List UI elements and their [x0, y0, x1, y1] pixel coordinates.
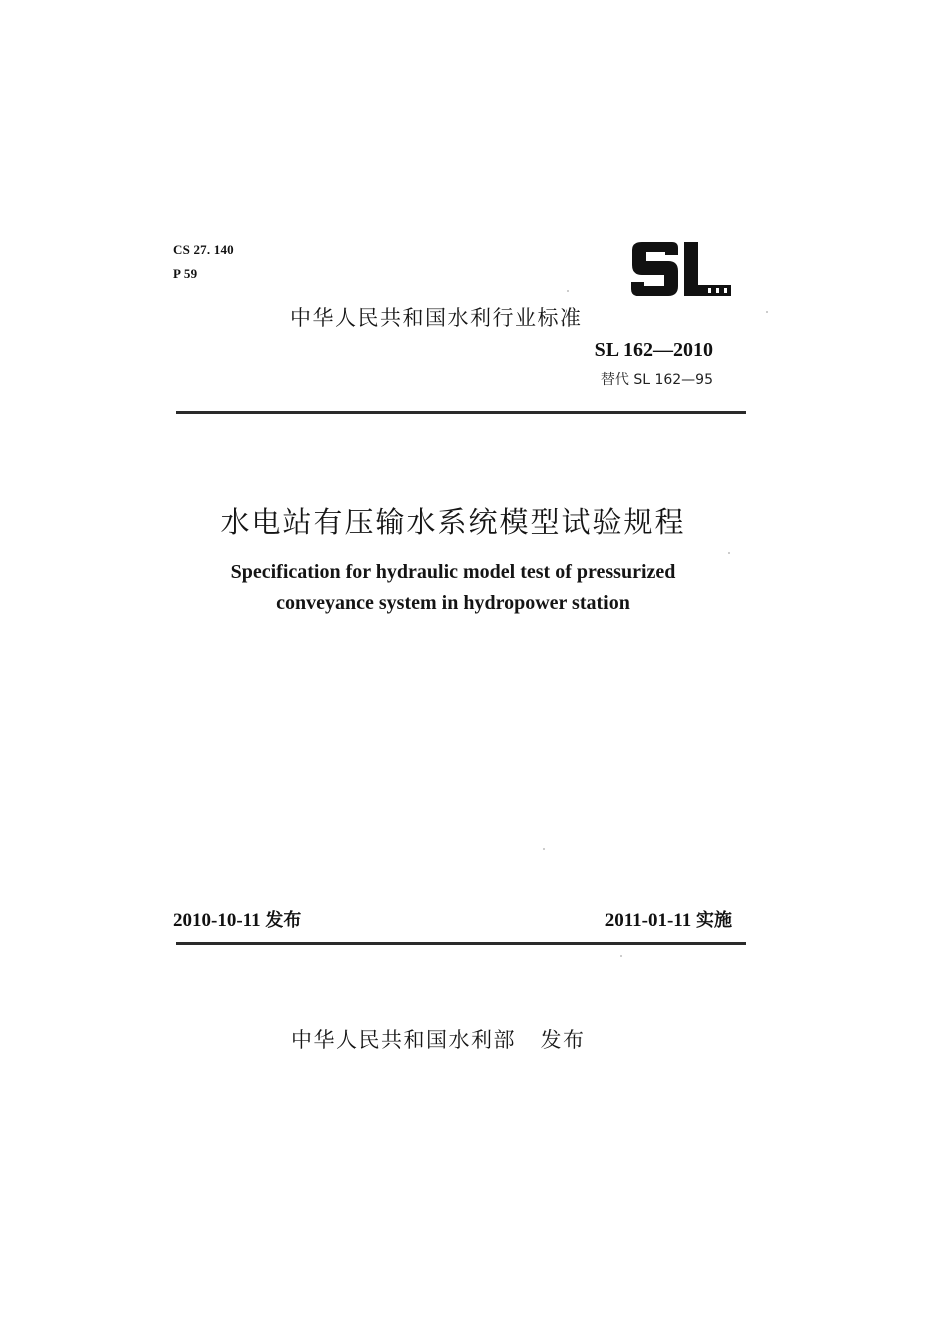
document-title-chinese: 水电站有压输水系统模型试验规程: [220, 505, 686, 539]
sl-logo: [628, 240, 734, 298]
scan-speck: [567, 290, 569, 292]
publisher-name: 中华人民共和国水利部: [291, 1028, 516, 1052]
replaces-standard: 替代 SL 162—95: [600, 372, 713, 388]
implementation-date-value: 2011-01-11: [604, 910, 692, 931]
issue-date: [173, 906, 301, 932]
document-title-english-line-1: Specification for hydraulic model test of pressurized: [230, 561, 676, 583]
implementation-label: 实施: [696, 910, 732, 931]
bottom-divider: [176, 942, 746, 945]
implementation-date: [605, 906, 732, 932]
scan-speck: [620, 955, 622, 957]
publisher: [291, 1024, 586, 1054]
ics-code: CS 27. 140: [173, 242, 234, 257]
document-title-english-line-2: conveyance system in hydropower station: [276, 592, 630, 614]
ccs-code: P 59: [173, 266, 198, 281]
standard-code: SL 162—2010: [594, 339, 713, 361]
scan-speck: [766, 311, 768, 313]
top-divider: [176, 411, 746, 414]
standard-type: 中华人民共和国水利行业标准: [290, 306, 583, 330]
publish-label: 发布: [540, 1028, 586, 1052]
issue-label: 发布: [265, 910, 302, 931]
scan-speck: [728, 552, 730, 554]
sl-logo-mark: [628, 240, 734, 298]
issue-date-value: 2010-10-11: [173, 910, 261, 931]
scan-speck: [543, 848, 545, 850]
